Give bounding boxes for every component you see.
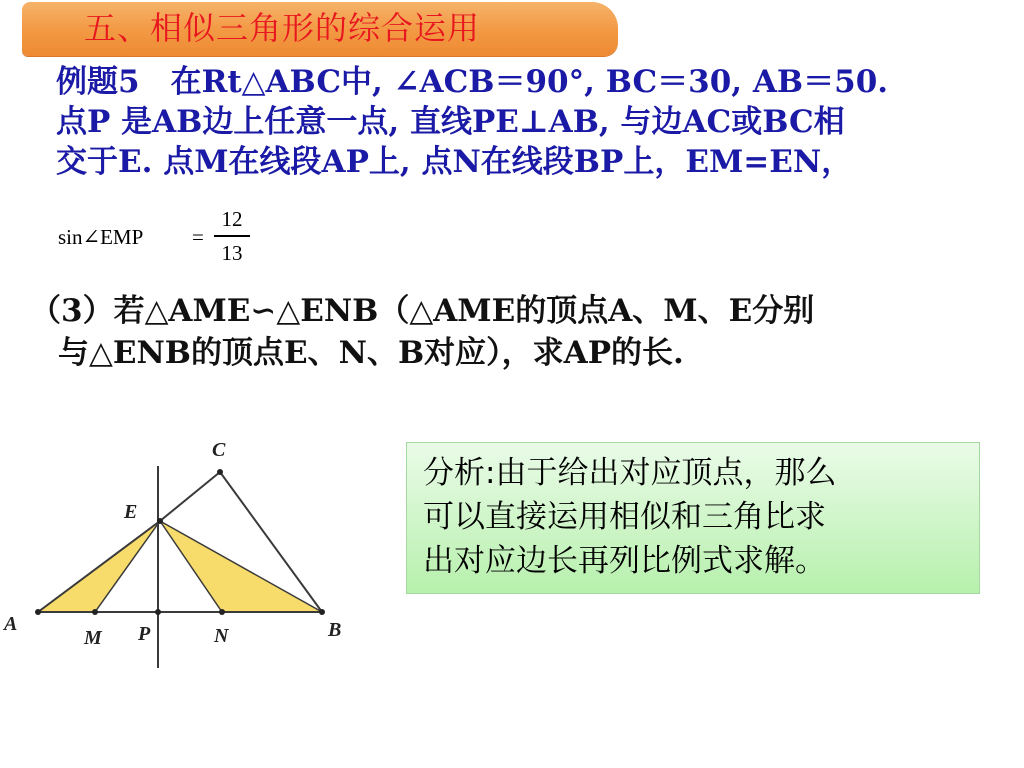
geometry-figure (0, 430, 380, 670)
formula-numerator: 12 (221, 207, 243, 231)
formula-lhs: sin∠EMP (58, 225, 144, 249)
formula-equals: = (192, 225, 204, 249)
problem-line-2: 点P 是AB边上任意一点, 直线PE⊥AB, 与边AC或BC相 (56, 104, 845, 140)
point-n (219, 609, 225, 615)
label-p: P (138, 623, 151, 645)
point-c (217, 469, 223, 475)
question-line-2: 与△ENB的顶点E、N、B对应），求AP的长. (58, 335, 684, 371)
analysis-line-3: 出对应边长再列比例式求解。 (423, 543, 826, 579)
problem-line-1: 例题5 在Rt△ABC中, ∠ACB＝90°, BC＝30, AB＝50. (56, 64, 889, 100)
problem-line-3: 交于E. 点M在线段AP上, 点N在线段BP上，EM=EN， (56, 144, 853, 180)
point-e (157, 518, 163, 524)
label-n: N (214, 625, 229, 647)
segment-ec (160, 472, 220, 521)
label-m: M (84, 627, 102, 649)
sine-formula (58, 205, 258, 277)
label-a: A (4, 613, 18, 635)
problem-statement (56, 62, 996, 182)
triangle-enb-fill (160, 521, 322, 612)
label-c: C (212, 439, 226, 461)
point-b (319, 609, 325, 615)
formula-fraction (214, 205, 250, 267)
point-a (35, 609, 41, 615)
question-3 (30, 290, 1010, 374)
analysis-line-1: 分析:由于给出对应顶点，那么 (423, 455, 837, 491)
fraction-bar (214, 235, 250, 237)
formula-denominator: 13 (221, 240, 243, 265)
label-e: E (124, 501, 138, 523)
page-title: 五、相似三角形的综合运用 (84, 9, 481, 47)
point-m (92, 609, 98, 615)
analysis-box (406, 442, 980, 594)
analysis-line-2: 可以直接运用相似和三角比求 (423, 499, 826, 535)
label-b: B (328, 619, 342, 641)
question-line-1: （3）若△AME∽△ENB（△AME的顶点A、M、E分别 (30, 293, 815, 329)
point-p (155, 609, 161, 615)
